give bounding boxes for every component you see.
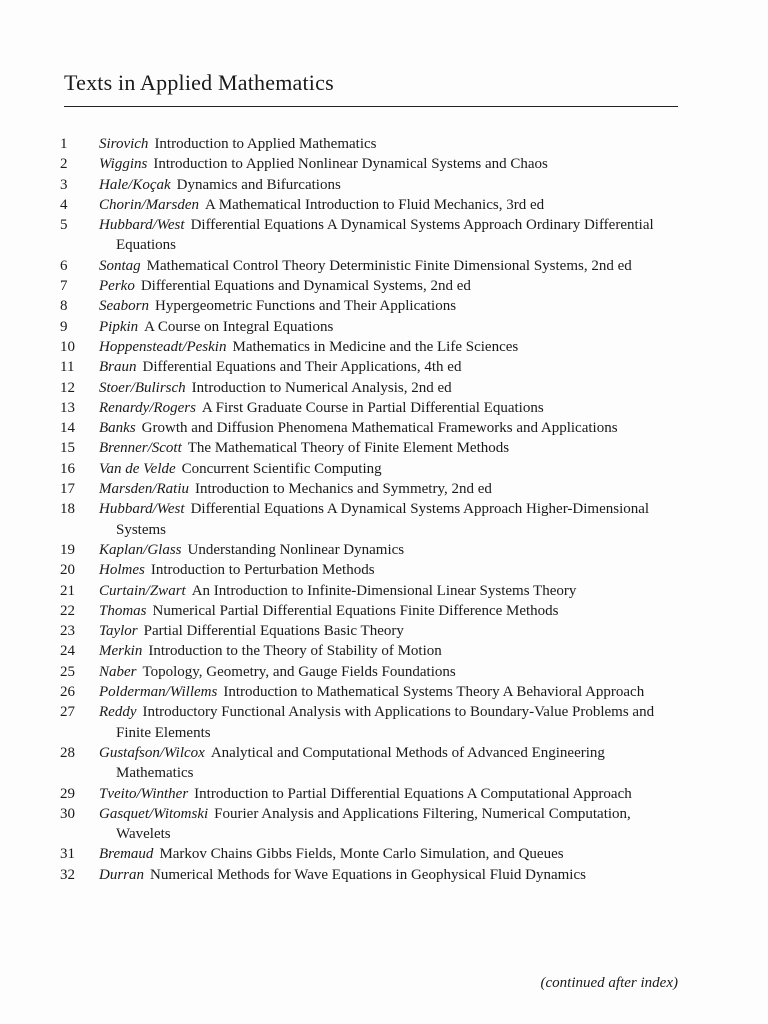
book-title: Mathematics in Medicine and the Life Sciences <box>232 338 519 355</box>
book-entry <box>0 865 768 885</box>
book-entry <box>0 337 768 357</box>
book-entry <box>0 621 768 641</box>
book-author: Wiggins <box>99 156 148 173</box>
book-author: Taylor <box>99 623 138 640</box>
book-title: Introduction to Mechanics and Symmetry, 2nd ed <box>195 481 492 498</box>
book-entry <box>0 175 768 195</box>
book-title: Partial Differential Equations Basic Theory <box>143 623 404 640</box>
book-citation <box>99 378 686 398</box>
book-citation <box>99 641 686 661</box>
book-author: Marsden/Ratiu <box>99 481 189 498</box>
book-entry <box>0 804 768 845</box>
book-citation <box>99 276 686 296</box>
book-number: 30 <box>60 805 75 822</box>
book-number: 2 <box>60 156 68 173</box>
series-title: Texts in Applied Mathematics <box>64 70 334 95</box>
book-citation <box>99 357 686 377</box>
book-citation <box>99 865 686 885</box>
book-number: 25 <box>60 663 75 680</box>
book-entry <box>0 560 768 580</box>
book-title: Introduction to the Theory of Stability of Motion <box>148 643 442 660</box>
book-author: Sontag <box>99 257 141 274</box>
book-citation <box>99 743 686 784</box>
book-number: 5 <box>60 217 68 234</box>
book-entry <box>0 581 768 601</box>
book-author: Stoer/Bulirsch <box>99 379 186 396</box>
book-number: 16 <box>60 460 75 477</box>
book-author: Hoppensteadt/Peskin <box>99 338 227 355</box>
book-entry <box>0 662 768 682</box>
book-title: Differential Equations A Dynamical Systems Approach Ordinary Differential Equations <box>116 217 654 254</box>
book-number: 1 <box>60 136 68 152</box>
book-author: Durran <box>99 866 145 883</box>
book-list <box>0 134 768 885</box>
book-citation <box>99 499 686 540</box>
book-citation <box>99 581 686 601</box>
continued-note: (continued after index) <box>540 975 678 991</box>
book-citation <box>99 560 686 580</box>
book-title: A First Graduate Course in Partial Differential Equations <box>201 399 544 416</box>
book-author: Curtain/Zwart <box>99 582 186 599</box>
book-entry <box>0 499 768 540</box>
book-entry <box>0 418 768 438</box>
book-number: 14 <box>60 420 75 437</box>
book-title: Topology, Geometry, and Gauge Fields Foundations <box>142 663 456 680</box>
book-citation <box>99 702 686 743</box>
book-title: Introduction to Applied Mathematics <box>154 136 377 152</box>
book-citation <box>99 438 686 458</box>
book-author: Tveito/Winther <box>99 785 189 802</box>
book-number: 22 <box>60 602 75 619</box>
book-title: Mathematical Control Theory Deterministic Finite Dimensional Systems, 2nd ed <box>146 257 632 274</box>
book-author: Holmes <box>99 562 145 579</box>
book-title: Markov Chains Gibbs Fields, Monte Carlo Simulation, and Queues <box>159 846 564 863</box>
book-citation <box>99 621 686 641</box>
book-entry <box>0 601 768 621</box>
book-citation <box>99 662 686 682</box>
book-author: Seaborn <box>99 298 149 315</box>
book-author: Sirovich <box>99 136 149 152</box>
book-citation <box>99 682 686 702</box>
book-citation <box>99 804 686 845</box>
book-entry <box>0 479 768 499</box>
book-citation <box>99 256 686 276</box>
book-author: Gustafson/Wilcox <box>99 744 205 761</box>
book-author: Hale/Koçak <box>99 176 171 193</box>
book-entry <box>0 195 768 215</box>
book-citation <box>99 154 686 174</box>
book-number: 7 <box>60 278 68 295</box>
book-number: 19 <box>60 541 75 558</box>
book-title: An Introduction to Infinite-Dimensional Linear Systems Theory <box>191 582 577 599</box>
book-entry <box>0 378 768 398</box>
book-number: 3 <box>60 176 68 193</box>
book-entry <box>0 154 768 174</box>
book-title: Growth and Diffusion Phenomena Mathematical Frameworks and Applications <box>141 420 618 437</box>
book-entry <box>0 296 768 316</box>
book-number: 9 <box>60 318 68 335</box>
book-title: Differential Equations A Dynamical Systems Approach Higher-Dimensional Systems <box>116 501 650 538</box>
book-number: 26 <box>60 684 75 701</box>
book-number: 20 <box>60 562 75 579</box>
book-citation <box>99 844 686 864</box>
book-title: Differential Equations and Dynamical Systems, 2nd ed <box>140 278 471 295</box>
book-number: 12 <box>60 379 75 396</box>
book-entry <box>0 844 768 864</box>
book-title: A Mathematical Introduction to Fluid Mechanics, 3rd ed <box>205 196 545 213</box>
book-author: Van de Velde <box>99 460 176 477</box>
book-citation <box>99 134 686 154</box>
book-entry <box>0 438 768 458</box>
book-citation <box>99 317 686 337</box>
book-number: 23 <box>60 623 75 640</box>
book-citation <box>99 398 686 418</box>
title-rule <box>64 106 678 107</box>
book-entry <box>0 682 768 702</box>
book-title: Introduction to Partial Differential Equations A Computational Approach <box>194 785 632 802</box>
book-entry <box>0 215 768 256</box>
book-title: Introduction to Numerical Analysis, 2nd ed <box>191 379 452 396</box>
book-author: Hubbard/West <box>99 217 185 234</box>
book-title: Introductory Functional Analysis with Applications to Boundary-Value Problems and Finite Elements <box>116 704 655 741</box>
book-number: 21 <box>60 582 75 599</box>
book-citation <box>99 337 686 357</box>
book-entry <box>0 743 768 784</box>
book-number: 10 <box>60 338 75 355</box>
book-author: Perko <box>99 278 135 295</box>
book-number: 6 <box>60 257 68 274</box>
book-author: Hubbard/West <box>99 501 185 518</box>
book-number: 11 <box>60 359 75 376</box>
book-citation <box>99 784 686 804</box>
book-entry <box>0 256 768 276</box>
book-author: Reddy <box>99 704 137 721</box>
book-author: Bremaud <box>99 846 154 863</box>
book-number: 17 <box>60 481 75 498</box>
book-author: Banks <box>99 420 136 437</box>
book-citation <box>99 601 686 621</box>
book-author: Gasquet/Witomski <box>99 805 209 822</box>
book-citation <box>99 215 686 256</box>
book-entry <box>0 317 768 337</box>
book-number: 4 <box>60 196 68 213</box>
book-title: Concurrent Scientific Computing <box>181 460 382 477</box>
book-number: 18 <box>60 501 75 518</box>
book-number: 24 <box>60 643 75 660</box>
book-title: Differential Equations and Their Applications, 4th ed <box>142 359 462 376</box>
book-number: 15 <box>60 440 75 457</box>
book-number: 27 <box>60 704 75 721</box>
book-author: Polderman/Willems <box>99 684 218 701</box>
book-author: Naber <box>99 663 137 680</box>
book-author: Kaplan/Glass <box>99 541 182 558</box>
book-title: Introduction to Applied Nonlinear Dynamical Systems and Chaos <box>153 156 548 173</box>
book-author: Renardy/Rogers <box>99 399 196 416</box>
book-title: Fourier Analysis and Applications Filtering, Numerical Computation, Wavelets <box>116 805 631 843</box>
book-entry <box>0 134 768 154</box>
book-citation <box>99 195 686 215</box>
book-citation <box>99 459 686 479</box>
book-citation <box>99 175 686 195</box>
book-title: The Mathematical Theory of Finite Element Methods <box>187 440 510 457</box>
book-author: Chorin/Marsden <box>99 196 200 213</box>
book-author: Thomas <box>99 602 147 619</box>
book-citation <box>99 479 686 499</box>
book-number: 29 <box>60 785 75 802</box>
book-entry <box>0 784 768 804</box>
book-title: Numerical Partial Differential Equations Finite Difference Methods <box>152 602 559 619</box>
book-title: Introduction to Mathematical Systems Theory A Behavioral Approach <box>223 684 645 701</box>
book-title: Hypergeometric Functions and Their Applications <box>155 298 457 315</box>
book-title: Understanding Nonlinear Dynamics <box>187 541 405 558</box>
book-number: 31 <box>60 846 75 863</box>
book-title: Numerical Methods for Wave Equations in Geophysical Fluid Dynamics <box>150 866 586 883</box>
book-entry <box>0 540 768 560</box>
book-title: Analytical and Computational Methods of Advanced Engineering Mathematics <box>116 744 605 782</box>
book-entry <box>0 276 768 296</box>
book-title: A Course on Integral Equations <box>144 318 334 335</box>
book-entry <box>0 398 768 418</box>
book-citation <box>99 418 686 438</box>
book-author: Pipkin <box>99 318 139 335</box>
book-number: 13 <box>60 399 75 416</box>
book-number: 28 <box>60 744 75 761</box>
book-entry <box>0 357 768 377</box>
book-author: Braun <box>99 359 137 376</box>
book-title: Dynamics and Bifurcations <box>176 176 341 193</box>
book-author: Merkin <box>99 643 143 660</box>
book-citation <box>99 540 686 560</box>
book-entry <box>0 641 768 661</box>
book-title: Introduction to Perturbation Methods <box>150 562 375 579</box>
book-entry <box>0 702 768 743</box>
book-citation <box>99 296 686 316</box>
book-author: Brenner/Scott <box>99 440 182 457</box>
book-number: 8 <box>60 298 68 315</box>
book-number: 32 <box>60 866 75 883</box>
book-entry <box>0 459 768 479</box>
